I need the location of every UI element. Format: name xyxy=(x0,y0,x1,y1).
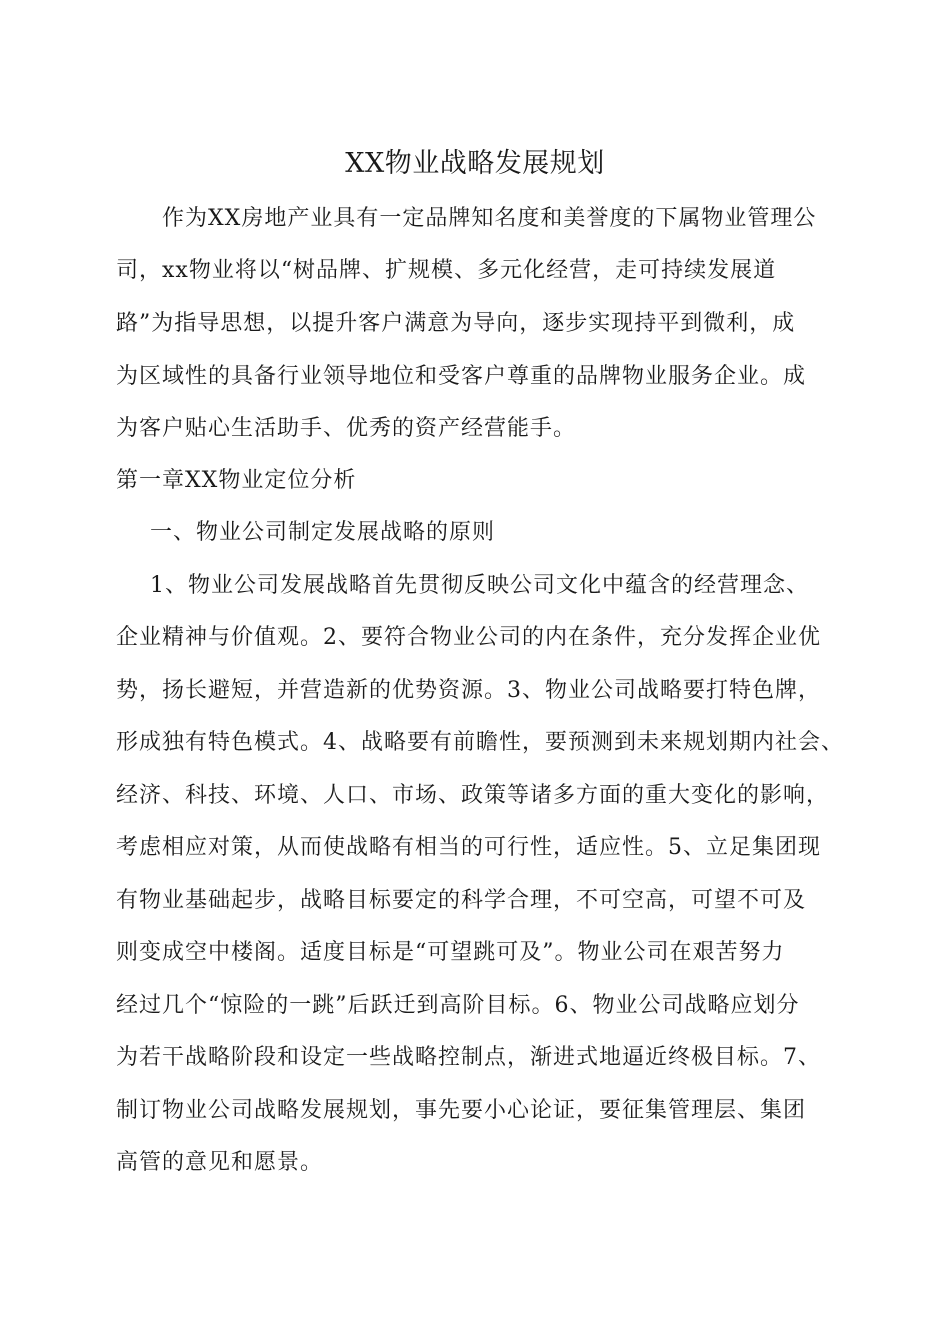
body-line-5: 经济、科技、环境、人口、市场、政策等诸多方面的重大变化的影响， xyxy=(116,783,830,808)
intro-line-4: 为区域性的具备行业领导地位和受客户尊重的品牌物业服务企业。成 xyxy=(116,364,807,389)
intro-line-2: 司，xx物业将以“树品牌、扩规模、多元化经营，走可持续发展道 xyxy=(116,258,777,283)
document-title: XX物业战略发展规划 xyxy=(345,148,605,179)
intro-line-3: 路”为指导思想，以提升客户满意为导向，逐步实现持平到微利，成 xyxy=(116,311,796,336)
body-line-3: 势，扬长避短，并营造新的优势资源。3、物业公司战略要打特色牌， xyxy=(116,678,821,703)
body-line-1: 1、物业公司发展战略首先贯彻反映公司文化中蕴含的经营理念、 xyxy=(150,573,809,598)
intro-line-1: 作为XX房地产业具有一定品牌知名度和美誉度的下属物业管理公 xyxy=(162,206,817,231)
body-line-9: 经过几个“惊险的一跳”后跃迁到高阶目标。6、物业公司战略应划分 xyxy=(116,993,800,1018)
chapter-heading: 第一章XX物业定位分析 xyxy=(116,468,357,493)
body-line-7: 有物业基础起步，战略目标要定的科学合理，不可空高，可望不可及 xyxy=(116,888,807,913)
body-line-8: 则变成空中楼阁。适度目标是“可望跳可及”。物业公司在艰苦努力 xyxy=(116,940,785,965)
body-line-2: 企业精神与价值观。2、要符合物业公司的内在条件，充分发挥企业优 xyxy=(116,625,821,650)
body-line-4: 形成独有特色模式。4、战略要有前瞻性，要预测到未来规划期内社会、 xyxy=(116,730,844,755)
intro-line-5: 为客户贴心生活助手、优秀的资产经营能手。 xyxy=(116,416,577,441)
section-heading: 一、物业公司制定发展战略的原则 xyxy=(150,520,496,545)
body-line-12: 高管的意见和愿景。 xyxy=(116,1150,324,1175)
body-line-6: 考虑相应对策，从而使战略有相当的可行性，适应性。5、立足集团现 xyxy=(116,835,821,860)
body-line-10: 为若干战略阶段和设定一些战略控制点，渐进式地逼近终极目标。7、 xyxy=(116,1045,821,1070)
body-line-11: 制订物业公司战略发展规划，事先要小心论证，要征集管理层、集团 xyxy=(116,1098,807,1123)
